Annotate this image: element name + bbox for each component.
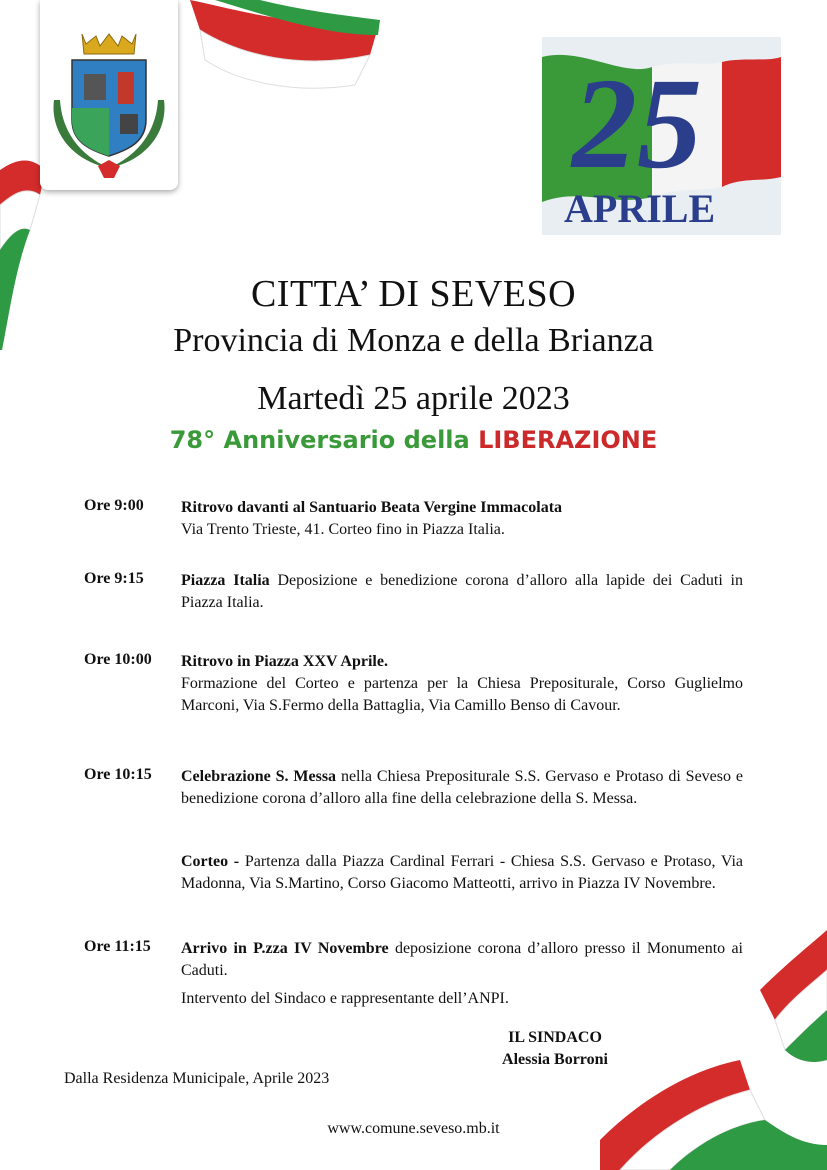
- banner-month: APRILE: [564, 186, 716, 231]
- anniversary-prefix: 78° Anniversario della: [169, 426, 479, 454]
- program-text-3: Formazione del Corteo e partenza per la Chiesa Prepositurale, Corso Guglielmo Marconi, Via S.Fermo della Battaglia, Via Camillo Benso di Cavour.: [181, 675, 743, 714]
- website-link[interactable]: www.comune.seveso.mb.it: [327, 1120, 500, 1137]
- program-bold-5: Corteo -: [181, 853, 240, 870]
- program-bold-3: Ritrovo in Piazza XXV Aprile.: [181, 653, 388, 670]
- program-text-7: Intervento del Sindaco e rappresentante dell’ANPI.: [181, 990, 509, 1007]
- 25-aprile-banner: [542, 37, 781, 235]
- program-time-1: Ore 9:00: [84, 497, 144, 514]
- program-desc-3: [181, 651, 743, 717]
- program-time-6: Ore 11:15: [84, 938, 151, 955]
- program-text-2: Deposizione e benedizione corona d’alloro alla lapide dei Caduti in Piazza Italia.: [181, 572, 743, 611]
- coat-of-arms-card: [40, 0, 178, 190]
- program-time-4: Ore 10:15: [84, 766, 152, 783]
- program-desc-4: [181, 766, 743, 810]
- program-desc-2: [181, 570, 743, 614]
- program-desc-1: [181, 497, 743, 541]
- program-time-3: Ore 10:00: [84, 651, 152, 668]
- program-bold-6: Arrivo in P.zza IV Novembre: [181, 940, 389, 957]
- anniversary-title: [0, 426, 827, 454]
- 25-aprile-flag-logo: [542, 37, 781, 235]
- program-bold-1: Ritrovo davanti al Santuario Beata Vergine Immacolata: [181, 499, 563, 516]
- program-bold-2: Piazza Italia: [181, 572, 270, 589]
- program-time-2: Ore 9:15: [84, 570, 144, 587]
- program-desc-5: [181, 851, 743, 895]
- program-bold-4: Celebrazione S. Messa: [181, 768, 337, 785]
- program-text-4: nella Chiesa Prepositurale S.S. Gervaso e Protaso di Seveso e benedizione corona d’alloro alla fine della celebrazione della S. Messa.: [181, 768, 743, 807]
- signature-name: Alessia Borroni: [502, 1051, 608, 1068]
- anniversary-highlight: LIBERAZIONE: [478, 426, 658, 454]
- program-text-5: Partenza dalla Piazza Cardinal Ferrari - Chiesa S.S. Gervaso e Protaso, Via Madonna, Via S.Martino, Corso Giacomo Matteotti, arrivo in Piazza IV Novembre.: [181, 853, 744, 892]
- event-date: Martedì 25 aprile 2023: [257, 380, 570, 417]
- province-subtitle: Provincia di Monza e della Brianza: [173, 322, 654, 359]
- signature-role: IL SINDACO: [508, 1029, 602, 1046]
- banner-number: 25: [572, 52, 702, 196]
- program-text-1: Via Trento Trieste, 41. Corteo fino in Piazza Italia.: [181, 521, 505, 538]
- residence-note: Dalla Residenza Municipale, Aprile 2023: [64, 1070, 330, 1087]
- coat-of-arms-icon: [40, 0, 178, 190]
- city-title: CITTA’ DI SEVESO: [250, 273, 577, 315]
- program-text-6: deposizione corona d’alloro presso il Monumento ai Caduti.: [181, 940, 744, 979]
